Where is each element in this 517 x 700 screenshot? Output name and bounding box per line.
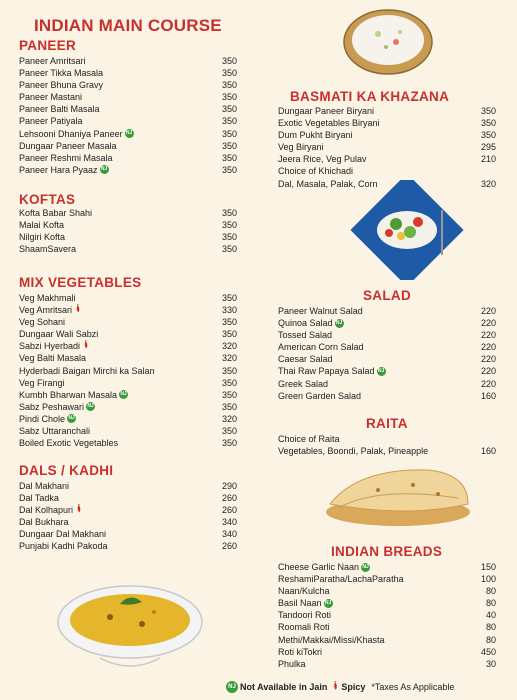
menu-item — [278, 621, 496, 633]
menu-item-price: 150 — [480, 562, 496, 572]
menu-item-price: 350 — [221, 164, 237, 175]
menu-item-name: Paneer Hara Pyaaz — [19, 164, 98, 175]
menu-item-name-wrap — [19, 340, 89, 352]
menu-item-name-wrap — [278, 585, 330, 597]
menu-item — [19, 365, 237, 377]
menu-item-name-wrap — [19, 115, 83, 127]
menu-item-price: 320 — [221, 413, 237, 424]
menu-item-price: 220 — [480, 318, 496, 329]
menu-item-name: Paneer Tikka Masala — [19, 68, 104, 79]
menu-item-price: 350 — [221, 438, 237, 449]
menu-item-name: Hyderbadi Baigan Mirchi ka Salan — [19, 365, 155, 376]
menu-item-name-wrap — [19, 55, 86, 67]
menu-item-price: 290 — [221, 481, 237, 491]
menu-item — [19, 128, 237, 140]
menu-item — [19, 340, 237, 352]
menu-item — [19, 413, 237, 425]
dal-bowl-illustration — [50, 562, 210, 682]
section-title-basmati: BASMATI KA KHAZANA — [290, 89, 450, 104]
menu-item-name: Veg Sohani — [19, 317, 66, 328]
menu-item-price: 450 — [480, 646, 496, 657]
menu-item — [19, 352, 237, 364]
menu-item — [278, 365, 496, 377]
menu-item — [19, 67, 237, 79]
menu-item-name-wrap — [278, 433, 340, 445]
menu-item-name: Kumbh Bharwan Masala — [19, 389, 118, 400]
menu-item-name: Dungaar Dal Makhani — [19, 529, 107, 540]
raita-bowl-illustration — [338, 0, 438, 80]
menu-item-name: Basil Naan — [278, 598, 322, 609]
menu-item — [19, 401, 237, 413]
menu-item — [278, 329, 496, 341]
legend-tax-note: *Taxes As Applicable — [371, 682, 455, 692]
menu-item-name: Naan/Kulcha — [278, 586, 330, 597]
menu-item-name: Kofta Babar Shahi — [19, 208, 93, 218]
naan-bread-illustration — [318, 460, 478, 530]
menu-item-name-wrap — [19, 207, 92, 219]
menu-item-name: Vegetables, Boondi, Palak, Pineapple — [278, 446, 429, 457]
menu-item — [278, 646, 496, 658]
menu-item-name-wrap — [19, 425, 90, 437]
menu-item — [19, 164, 237, 176]
menu-item — [19, 328, 237, 340]
menu-item-name: Punjabi Kadhi Pakoda — [19, 541, 108, 552]
menu-item-name-wrap — [278, 445, 428, 457]
menu-list-mix-vegetables — [19, 292, 237, 449]
menu-item-name-wrap — [19, 365, 155, 377]
menu-item-price: 220 — [480, 354, 496, 365]
menu-item-name-wrap — [278, 561, 370, 573]
menu-item-name: Sabz Peshawari — [19, 401, 85, 412]
chili-icon — [74, 304, 81, 316]
section-title-paneer: PANEER — [19, 38, 77, 53]
menu-item-name-wrap — [19, 352, 86, 364]
menu-item — [19, 292, 237, 304]
menu-item — [278, 445, 496, 457]
menu-item-name-wrap — [19, 140, 117, 152]
menu-item-name: Sabz Uttaranchali — [19, 426, 91, 437]
menu-item-name: Veg Amritsari — [19, 305, 73, 316]
menu-item-name: Paneer Balti Masala — [19, 104, 100, 115]
menu-item-name-wrap — [278, 658, 306, 670]
menu-item-name-wrap — [19, 540, 108, 552]
menu-item-name: Sabzi Hyerbadi — [19, 341, 81, 352]
nj-badge-icon: NJ — [226, 681, 238, 693]
menu-item — [19, 91, 237, 103]
menu-list-koftas — [19, 207, 237, 255]
menu-item-name: Dungaar Wali Sabzi — [19, 329, 99, 340]
menu-item-price: 350 — [221, 220, 237, 231]
menu-item — [278, 585, 496, 597]
menu-item-name: Roomali Roti — [278, 622, 330, 633]
menu-item-name: Paneer Patiyala — [19, 116, 83, 127]
menu-item-name-wrap — [19, 492, 59, 504]
menu-item-price: 40 — [485, 610, 496, 621]
menu-item — [278, 378, 496, 390]
menu-item-name: Caesar Salad — [278, 354, 333, 365]
menu-item-name: Dal Makhani — [19, 481, 70, 491]
menu-item-price: 350 — [221, 329, 237, 340]
section-title-koftas: KOFTAS — [19, 192, 76, 207]
menu-item-price: 340 — [221, 529, 237, 540]
chili-icon — [331, 681, 339, 693]
menu-item — [19, 140, 237, 152]
menu-item-name-wrap — [278, 634, 385, 646]
menu-item — [19, 304, 237, 316]
menu-item-price: 350 — [221, 401, 237, 412]
menu-list-basmati — [278, 105, 496, 190]
menu-item-price: 160 — [480, 390, 496, 401]
menu-item — [19, 377, 237, 389]
menu-item-price: 350 — [221, 232, 237, 243]
menu-item-price: 350 — [221, 389, 237, 400]
menu-item — [19, 528, 237, 540]
nj-badge-icon: NJ — [125, 130, 133, 137]
legend-spicy-label: Spicy — [341, 682, 366, 692]
menu-item — [19, 219, 237, 231]
menu-item-name: Thai Raw Papaya Salad — [278, 366, 375, 377]
section-title-salad: SALAD — [363, 288, 411, 303]
section-title-breads: INDIAN BREADS — [331, 544, 443, 559]
menu-item-name: ShaamSavera — [19, 244, 77, 255]
menu-item — [19, 103, 237, 115]
menu-item — [19, 243, 237, 255]
menu-item-name-wrap — [278, 141, 324, 153]
menu-item-name: Veg Makhmali — [19, 293, 76, 303]
menu-item-price: 80 — [485, 622, 496, 633]
menu-list-paneer — [19, 55, 237, 176]
menu-item — [19, 152, 237, 164]
menu-item-name: Roti kiTokri — [278, 646, 323, 657]
menu-item-price: 350 — [221, 426, 237, 437]
menu-item-price: 350 — [221, 208, 237, 218]
menu-item-price: 340 — [221, 517, 237, 528]
menu-item-price: 220 — [480, 330, 496, 341]
menu-item-name: Veg Biryani — [278, 142, 324, 153]
menu-item-name-wrap — [278, 117, 380, 129]
menu-item-name: Cheese Garlic Naan — [278, 562, 360, 572]
menu-item-price: 350 — [221, 140, 237, 151]
menu-item-name-wrap — [278, 365, 386, 377]
menu-item — [19, 504, 237, 516]
menu-item-name-wrap — [278, 609, 331, 621]
menu-item-name: Dal Tadka — [19, 493, 59, 504]
menu-item-name-wrap — [19, 413, 76, 425]
menu-item-name-wrap — [278, 317, 344, 329]
menu-item-name: Dal, Masala, Palak, Corn — [278, 178, 378, 189]
menu-item — [278, 341, 496, 353]
menu-item-name-wrap — [19, 316, 65, 328]
menu-item-name: Paneer Reshmi Masala — [19, 152, 113, 163]
menu-item-name-wrap — [278, 153, 367, 165]
menu-item — [19, 207, 237, 219]
menu-item-price: 350 — [221, 293, 237, 303]
menu-item-name: Veg Balti Masala — [19, 353, 87, 364]
menu-item-price: 350 — [480, 118, 496, 129]
menu-list-breads — [278, 561, 496, 670]
menu-item-name-wrap — [278, 341, 364, 353]
menu-item — [19, 425, 237, 437]
menu-item — [278, 634, 496, 646]
menu-item-name-wrap — [278, 329, 332, 341]
menu-item — [278, 105, 496, 117]
menu-item — [19, 540, 237, 552]
nj-badge-icon: NJ — [324, 599, 332, 606]
menu-item-name-wrap — [19, 67, 103, 79]
menu-item-price: 220 — [480, 378, 496, 389]
menu-item-price: 220 — [480, 366, 496, 377]
menu-item-price: 320 — [221, 341, 237, 352]
menu-item-price: 100 — [480, 574, 496, 585]
menu-item-name: Tandoori Roti — [278, 610, 332, 621]
menu-item-price: 260 — [221, 505, 237, 516]
menu-item-name: Choice of Khichadi — [278, 166, 354, 177]
menu-item — [19, 389, 237, 401]
menu-item-name: Dungaar Paneer Biryani — [278, 106, 375, 116]
menu-item — [278, 153, 496, 165]
page-title: INDIAN MAIN COURSE — [34, 16, 222, 35]
menu-item-name: Jeera Rice, Veg Pulav — [278, 154, 367, 165]
menu-item — [278, 165, 496, 177]
menu-item-name-wrap — [19, 243, 76, 255]
menu-item-price: 350 — [221, 104, 237, 115]
menu-item-name-wrap — [278, 353, 333, 365]
menu-item-name-wrap — [19, 437, 118, 449]
menu-item-name: Pindi Chole — [19, 413, 66, 424]
menu-item-name-wrap — [19, 401, 95, 413]
nj-badge-icon: NJ — [377, 368, 385, 375]
menu-item-name-wrap — [19, 377, 65, 389]
menu-item-price: 80 — [485, 586, 496, 597]
menu-item-name: Quinoa Salad — [278, 318, 333, 329]
menu-item-price: 160 — [480, 446, 496, 457]
section-title-mix-vegetables: MIX VEGETABLES — [19, 275, 142, 290]
menu-item-name: Malai Kofta — [19, 220, 65, 231]
menu-item-name-wrap — [278, 305, 363, 317]
nj-badge-icon: NJ — [68, 415, 75, 422]
menu-item-name-wrap — [19, 504, 82, 516]
menu-item-name-wrap — [19, 528, 106, 540]
menu-list-dals — [19, 480, 237, 553]
menu-item-price: 350 — [221, 116, 237, 127]
menu-item-name: Greek Salad — [278, 378, 329, 389]
menu-item-price: 260 — [221, 541, 237, 552]
salad-plate-illustration — [348, 180, 466, 280]
menu-item-name-wrap — [278, 390, 361, 402]
menu-item-price: 350 — [221, 317, 237, 328]
menu-item — [278, 597, 496, 609]
menu-item — [278, 658, 496, 670]
menu-item-price: 320 — [221, 353, 237, 364]
menu-item-name-wrap — [19, 304, 81, 316]
menu-item-name-wrap — [19, 292, 76, 304]
menu-item-name: Nilgiri Kofta — [19, 232, 66, 243]
menu-item — [19, 480, 237, 492]
menu-list-raita — [278, 433, 496, 457]
menu-item — [19, 316, 237, 328]
menu-item-price: 350 — [221, 152, 237, 163]
menu-item-name-wrap — [19, 219, 64, 231]
menu-item — [278, 317, 496, 329]
menu-item — [278, 353, 496, 365]
menu-item-name: ReshamiParatha/LachaParatha — [278, 574, 404, 585]
menu-item-price: 350 — [221, 244, 237, 255]
menu-item-price: 320 — [480, 178, 496, 189]
menu-item-price: 80 — [485, 598, 496, 609]
menu-item-name: Paneer Walnut Salad — [278, 306, 363, 316]
menu-item-name: Lehsooni Dhaniya Paneer — [19, 128, 123, 139]
menu-item-name-wrap — [19, 128, 134, 140]
menu-item — [278, 609, 496, 621]
menu-item-price: 220 — [480, 342, 496, 353]
menu-item-price: 350 — [221, 80, 237, 91]
nj-badge-icon: NJ — [120, 391, 127, 398]
nj-badge-icon: NJ — [87, 403, 94, 410]
menu-item-name-wrap — [19, 164, 109, 176]
menu-item-name-wrap — [19, 103, 100, 115]
menu-item-price: 260 — [221, 493, 237, 504]
menu-item-name-wrap — [19, 389, 128, 401]
menu-item — [19, 516, 237, 528]
menu-item-price: 350 — [480, 106, 496, 116]
menu-item-name-wrap — [278, 573, 404, 585]
menu-item-price: 220 — [480, 306, 496, 316]
menu-item-name-wrap — [19, 91, 82, 103]
menu-item — [278, 561, 496, 573]
menu-item — [19, 115, 237, 127]
menu-item-price: 80 — [485, 634, 496, 645]
menu-item-price: 350 — [221, 56, 237, 66]
menu-item-name: Phulka — [278, 658, 306, 669]
menu-item — [278, 305, 496, 317]
section-title-raita: RAITA — [366, 416, 408, 431]
menu-item — [19, 231, 237, 243]
menu-item-price: 350 — [221, 68, 237, 79]
menu-item — [278, 573, 496, 585]
menu-item-name: Dungaar Paneer Masala — [19, 140, 117, 151]
menu-item — [19, 55, 237, 67]
menu-item-name: Choice of Raita — [278, 434, 340, 444]
menu-item-name-wrap — [19, 328, 98, 340]
menu-item-price: 210 — [480, 154, 496, 165]
section-title-dals: DALS / KADHI — [19, 463, 114, 478]
menu-list-salad — [278, 305, 496, 402]
menu-item — [19, 79, 237, 91]
menu-item-price: 350 — [221, 377, 237, 388]
menu-item-price: 350 — [221, 128, 237, 139]
menu-item-name: Paneer Amritsari — [19, 56, 86, 66]
chili-icon — [75, 504, 82, 516]
menu-item-name: Veg Firangi — [19, 377, 65, 388]
menu-item-name: Exotic Vegetables Biryani — [278, 118, 380, 129]
menu-item-name: Dal Bukhara — [19, 517, 69, 528]
menu-item-name: Paneer Bhuna Gravy — [19, 80, 104, 91]
menu-item-price: 330 — [221, 305, 237, 316]
menu-item-name-wrap — [278, 646, 322, 658]
menu-item-name-wrap — [278, 597, 333, 609]
menu-item-name-wrap — [278, 129, 353, 141]
menu-item-name-wrap — [278, 621, 330, 633]
menu-item — [19, 492, 237, 504]
menu-item-name: Methi/Makkai/Missi/Khasta — [278, 634, 385, 645]
menu-item-name-wrap — [19, 231, 65, 243]
menu-item-name-wrap — [278, 105, 374, 117]
legend-footer — [226, 681, 454, 693]
legend-jain-label: Not Available in Jain — [240, 682, 328, 692]
menu-item-price: 30 — [485, 658, 496, 669]
menu-item-price: 350 — [221, 365, 237, 376]
menu-item-name-wrap — [19, 79, 103, 91]
nj-badge-icon: NJ — [362, 563, 369, 570]
menu-item-price: 350 — [480, 130, 496, 141]
menu-item — [278, 390, 496, 402]
menu-item — [278, 129, 496, 141]
menu-item-price: 295 — [480, 142, 496, 153]
menu-item-name: Green Garden Salad — [278, 390, 362, 401]
menu-item — [278, 117, 496, 129]
menu-item-name-wrap — [278, 378, 328, 390]
menu-item-name-wrap — [19, 516, 69, 528]
menu-item-name-wrap — [278, 165, 353, 177]
menu-item-price: 350 — [221, 92, 237, 103]
menu-item-name: Paneer Mastani — [19, 92, 83, 103]
nj-badge-icon: NJ — [100, 166, 108, 173]
menu-item-name-wrap — [19, 152, 113, 164]
menu-item-name: Tossed Salad — [278, 330, 333, 341]
menu-item-name: Dum Pukht Biryani — [278, 130, 353, 141]
menu-item-name: American Corn Salad — [278, 342, 364, 353]
menu-item — [278, 433, 496, 445]
chili-icon — [82, 340, 89, 352]
menu-item — [278, 141, 496, 153]
menu-item-name: Boiled Exotic Vegetables — [19, 438, 119, 449]
menu-item-name: Dal Kolhapuri — [19, 505, 74, 516]
menu-item-name-wrap — [19, 480, 69, 492]
nj-badge-icon: NJ — [335, 319, 343, 326]
menu-item — [19, 437, 237, 449]
